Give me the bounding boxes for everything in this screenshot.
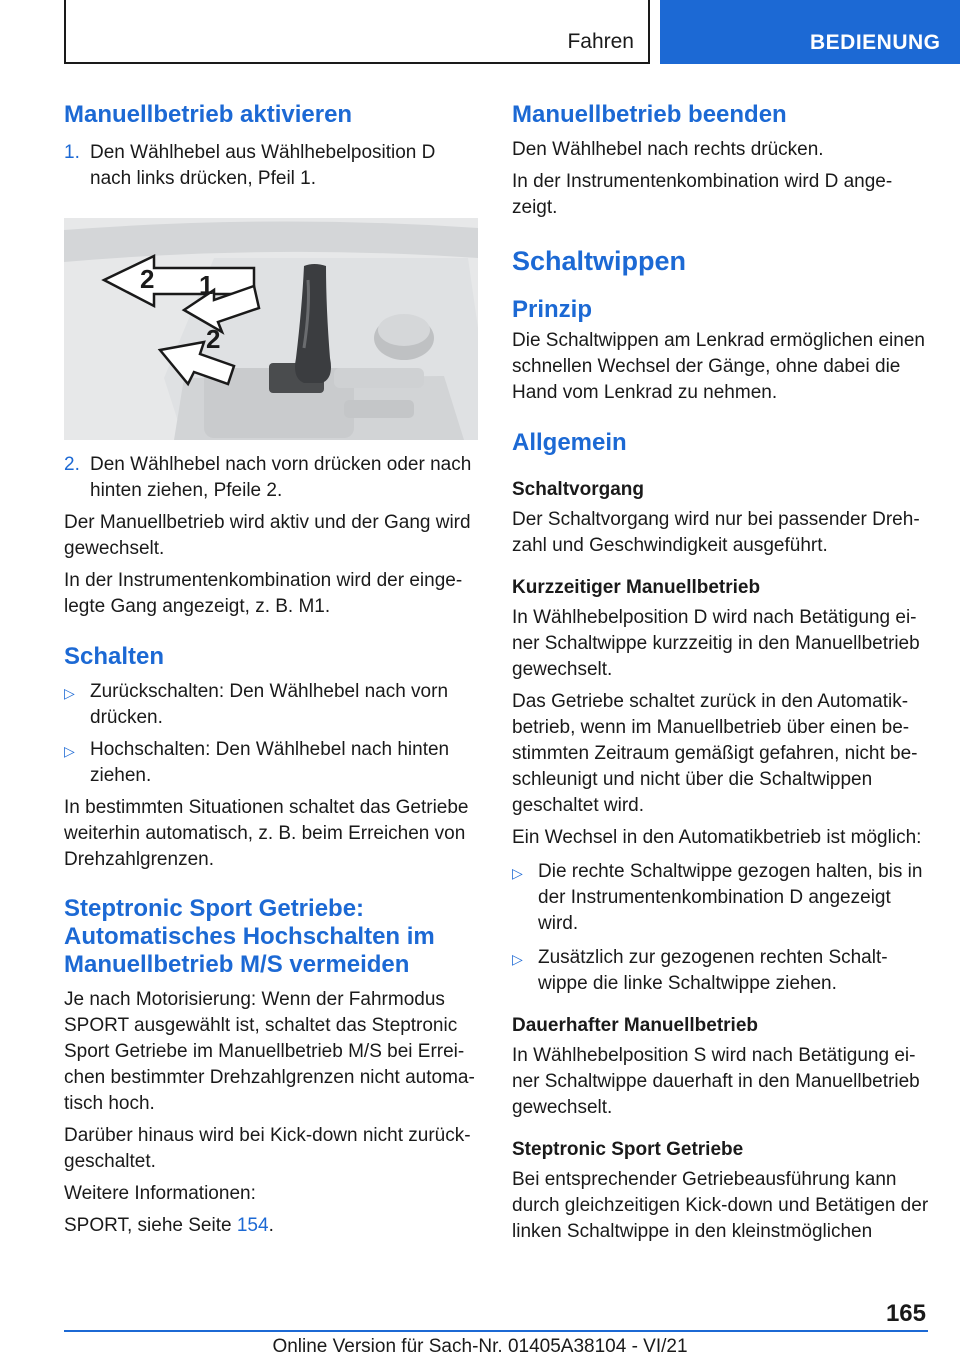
heading-manuellbetrieb-beenden: Manuellbetrieb beenden [512, 101, 787, 128]
list-item-text: Die rechte Schaltwippe gezogen halten, bis in der Instrumentenkombination D angezeigt wird. [538, 861, 923, 934]
paragraph: Ein Wechsel in den Automatikbetrieb ist möglich: [512, 827, 922, 848]
step-number: 2. [64, 454, 80, 475]
subheading-dauerhafter-manuellbetrieb: Dauerhafter Manuellbetrieb [512, 1015, 758, 1036]
list-item-text: Zusätzlich zur gezogenen rechten Schalt-wippe die linke Schaltwippe ziehen. [538, 947, 888, 994]
paragraph: Die Schaltwippen am Lenkrad ermöglichen einen schnellen Wechsel der Gänge, ohne dabei die Hand vom Lenkrad zu nehmen. [512, 330, 925, 403]
step-2 [64, 452, 478, 504]
paragraph: In der Instrumentenkombination wird D ange-zeigt. [512, 171, 893, 218]
list-item [64, 679, 478, 731]
subheading-kurzzeitiger-manuellbetrieb: Kurzzeitiger Manuellbetrieb [512, 577, 761, 598]
heading-prinzip: Prinzip [512, 296, 593, 323]
see-page-text: SPORT, siehe Seite [64, 1215, 237, 1236]
footer-divider [64, 1330, 928, 1332]
paragraph: Das Getriebe schaltet zurück in den Automatik-betrieb, wenn im Manuellbetrieb über einen be-stimmten Zeitraum gemäßigt gefahren, nicht be-schleunigt und nicht über die Schaltwippen geschaltet wird. [512, 691, 918, 816]
bullet-triangle-icon: ▷ [64, 685, 75, 701]
bullet-triangle-icon: ▷ [512, 951, 523, 967]
page-link-154[interactable]: 154 [236, 1215, 269, 1236]
paragraph: In Wählhebelposition D wird nach Betätigung ei-ner Schaltwippe kurzzeitig in den Manuellbetrieb gewechselt. [512, 607, 920, 680]
paragraph: Bei entsprechender Getriebeausführung kann durch gleichzeitigen Kick-down und Betätigen der linken Schaltwippe in den kleinstmöglichen [512, 1169, 929, 1242]
paragraph: Der Schaltvorgang wird nur bei passender Dreh-zahl und Geschwindigkeit ausgeführt. [512, 509, 920, 556]
paragraph: In Wählhebelposition S wird nach Betätigung ei-ner Schaltwippe dauerhaft in den Manuellbetrieb gewechselt. [512, 1045, 920, 1118]
step-text: Den Wählhebel nach vorn drücken oder nach hinten ziehen, Pfeile 2. [90, 454, 472, 501]
see-page-period: . [268, 1215, 274, 1236]
heading-schaltwippen: Schaltwippen [512, 246, 687, 276]
list-item-text: Zurückschalten: Den Wählhebel nach vorn drücken. [90, 681, 449, 728]
header-section-label: Fahren [567, 30, 634, 53]
heading-steptronic-sport: Steptronic Sport Getriebe: Automatisches Hochschalten im Manuellbetrieb M/S vermeiden [64, 895, 435, 978]
step-1 [64, 140, 478, 192]
step-text: Den Wählhebel aus Wählhebelposition D nach links drücken, Pfeil 1. [90, 142, 436, 189]
bullet-triangle-icon: ▷ [64, 743, 75, 759]
subheading-schaltvorgang: Schaltvorgang [512, 479, 644, 500]
header-chapter-tab[interactable] [660, 0, 960, 64]
paragraph: Den Wählhebel nach rechts drücken. [512, 139, 824, 160]
heading-schalten: Schalten [64, 643, 165, 670]
heading-allgemein: Allgemein [512, 429, 627, 456]
arrow-label-2-top: 2 [140, 264, 155, 294]
heading-manuellbetrieb-aktivieren: Manuellbetrieb aktivieren [64, 101, 353, 128]
page-number: 165 [885, 1300, 926, 1327]
paragraph: Der Manuellbetrieb wird aktiv und der Gang wird gewechselt. [64, 512, 471, 559]
list-item [64, 737, 478, 789]
paragraph: In der Instrumentenkombination wird der einge-legte Gang angezeigt, z. B. M1. [64, 570, 463, 617]
list-item-text: Hochschalten: Den Wählhebel nach hinten ziehen. [90, 739, 450, 786]
header-section-box [64, 0, 650, 64]
bullet-triangle-icon: ▷ [512, 865, 523, 881]
paragraph: Weitere Informationen: [64, 1183, 256, 1204]
step-number: 1. [64, 142, 80, 163]
paragraph: In bestimmten Situationen schaltet das Getriebe weiterhin automatisch, z. B. beim Erreichen von Drehzahlgrenzen. [64, 797, 469, 870]
paragraph: Je nach Motorisierung: Wenn der Fahrmodus SPORT ausgewählt ist, schaltet das Steptronic Sport Getriebe im Manuellbetrieb M/S bei Errei-chen bestimmter Drehzahlgrenzen nicht automa-tisch hoch. [64, 989, 475, 1114]
arrow-label-1: 1 [199, 270, 214, 300]
header-chapter-label: BEDIENUNG [810, 31, 941, 54]
right-column [512, 100, 932, 1245]
gear-selector-figure [64, 218, 478, 440]
arrow-label-2-bottom: 2 [206, 324, 221, 354]
footer-online-version: Online Version für Sach-Nr. 01405A38104 - VI/21 [272, 1336, 688, 1357]
paragraph-see-page [64, 1213, 478, 1239]
list-item [512, 859, 932, 937]
left-column [64, 100, 478, 1239]
list-item [512, 945, 932, 997]
subheading-steptronic-sport-getriebe: Steptronic Sport Getriebe [512, 1139, 744, 1160]
gear-selector-illustration [64, 218, 478, 440]
paragraph: Darüber hinaus wird bei Kick-down nicht zurück-geschaltet. [64, 1125, 471, 1172]
